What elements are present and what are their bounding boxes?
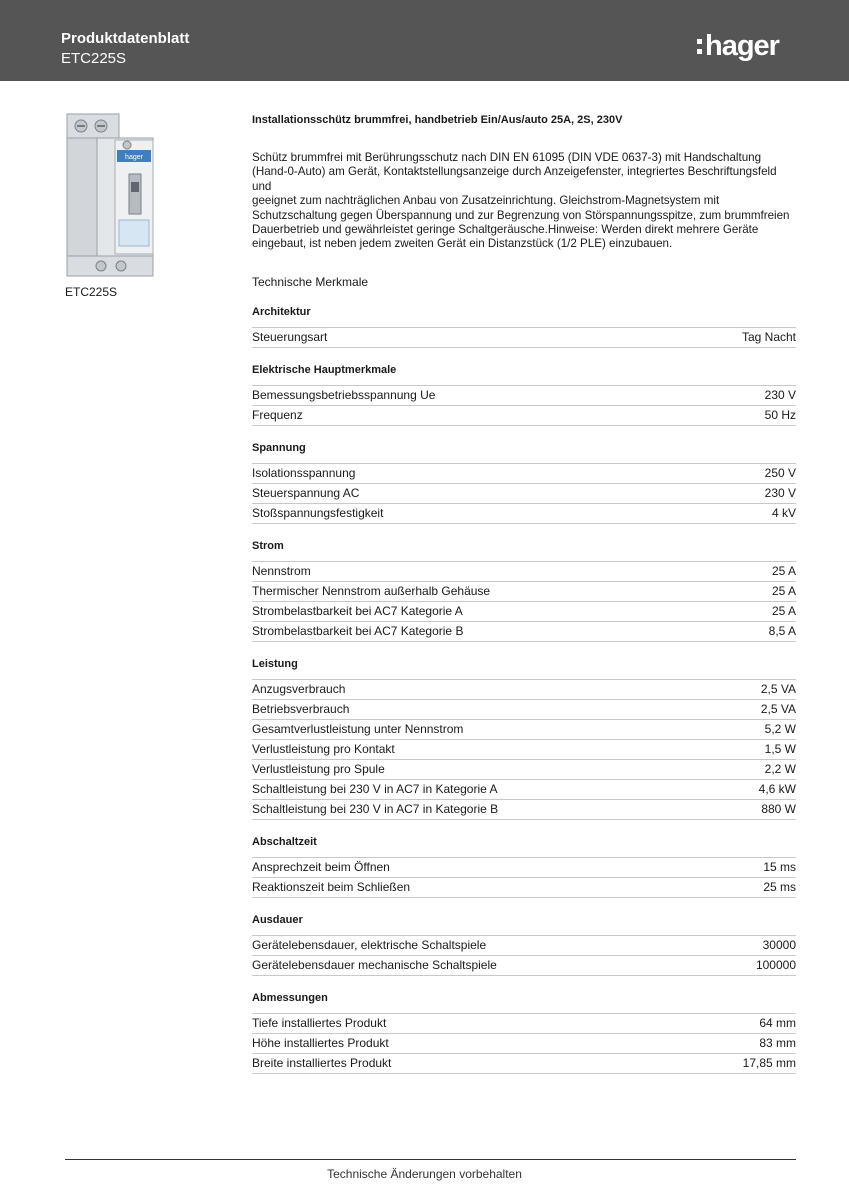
spec-rows bbox=[252, 327, 796, 348]
spec-row bbox=[252, 1054, 796, 1074]
section-title: Abmessungen bbox=[252, 991, 328, 1004]
spec-label: Ansprechzeit beim Öffnen bbox=[252, 859, 390, 874]
spec-value: 4,6 kW bbox=[758, 781, 796, 796]
spec-section bbox=[252, 441, 796, 524]
spec-label: Isolationsspannung bbox=[252, 465, 356, 480]
spec-row bbox=[252, 386, 796, 406]
section-title: Architektur bbox=[252, 305, 311, 318]
spec-label: Betriebsverbrauch bbox=[252, 701, 350, 716]
spec-section bbox=[252, 539, 796, 642]
spec-row bbox=[252, 484, 796, 504]
spec-value: 2,2 W bbox=[764, 761, 796, 776]
spec-value: 30000 bbox=[762, 937, 796, 952]
spec-row bbox=[252, 504, 796, 524]
spec-row bbox=[252, 328, 796, 348]
page-title: Produktdatenblatt bbox=[61, 30, 190, 47]
footer-divider bbox=[65, 1159, 796, 1160]
spec-value: 83 mm bbox=[759, 1035, 796, 1050]
spec-value: 25 A bbox=[771, 583, 796, 598]
section-title: Spannung bbox=[252, 441, 306, 454]
device-label: hager bbox=[125, 154, 143, 161]
product-code: ETC225S bbox=[61, 50, 127, 67]
spec-label: Breite installiertes Produkt bbox=[252, 1055, 392, 1070]
spec-section bbox=[252, 991, 796, 1074]
spec-label: Höhe installiertes Produkt bbox=[252, 1035, 389, 1050]
section-title: Elektrische Hauptmerkmale bbox=[252, 363, 397, 376]
spec-section bbox=[252, 835, 796, 898]
spec-label: Gerätelebensdauer mechanische Schaltspiele bbox=[252, 957, 497, 972]
spec-row bbox=[252, 740, 796, 760]
spec-rows bbox=[252, 463, 796, 524]
spec-value: 4 kV bbox=[771, 505, 796, 520]
spec-label: Frequenz bbox=[252, 407, 303, 422]
spec-row bbox=[252, 878, 796, 898]
spec-label: Schaltleistung bei 230 V in AC7 in Kategorie A bbox=[252, 781, 498, 796]
spec-label: Steuerspannung AC bbox=[252, 485, 360, 500]
spec-label: Schaltleistung bei 230 V in AC7 in Kategorie B bbox=[252, 801, 499, 816]
spec-value: 5,2 W bbox=[764, 721, 796, 736]
spec-row bbox=[252, 780, 796, 800]
spec-label: Gesamtverlustleistung unter Nennstrom bbox=[252, 721, 464, 736]
spec-rows bbox=[252, 857, 796, 898]
spec-label: Reaktionszeit beim Schließen bbox=[252, 879, 411, 894]
spec-row bbox=[252, 464, 796, 484]
spec-row bbox=[252, 760, 796, 780]
spec-value: 1,5 W bbox=[764, 741, 796, 756]
spec-label: Strombelastbarkeit bei AC7 Kategorie B bbox=[252, 623, 464, 638]
spec-value: 25 ms bbox=[763, 879, 796, 894]
spec-label: Thermischer Nennstrom außerhalb Gehäuse bbox=[252, 583, 491, 598]
spec-value: 880 W bbox=[761, 801, 796, 816]
spec-value: 230 V bbox=[764, 485, 796, 500]
product-image bbox=[63, 110, 159, 280]
spec-label: Steuerungsart bbox=[252, 329, 328, 344]
logo-dots-icon bbox=[697, 39, 702, 54]
spec-value: 2,5 VA bbox=[760, 681, 796, 696]
spec-sections bbox=[252, 305, 796, 1074]
section-title: Leistung bbox=[252, 657, 298, 670]
spec-value: 17,85 mm bbox=[742, 1055, 796, 1070]
spec-row bbox=[252, 680, 796, 700]
spec-rows bbox=[252, 679, 796, 820]
spec-section bbox=[252, 913, 796, 976]
section-title: Ausdauer bbox=[252, 913, 303, 926]
spec-label: Strombelastbarkeit bei AC7 Kategorie A bbox=[252, 603, 463, 618]
spec-row bbox=[252, 800, 796, 820]
spec-section bbox=[252, 305, 796, 348]
spec-label: Verlustleistung pro Spule bbox=[252, 761, 385, 776]
section-title: Strom bbox=[252, 539, 284, 552]
spec-row bbox=[252, 858, 796, 878]
spec-value: 230 V bbox=[764, 387, 796, 402]
spec-value: 8,5 A bbox=[768, 623, 796, 638]
section-title: Abschaltzeit bbox=[252, 835, 317, 848]
spec-value: 100000 bbox=[755, 957, 796, 972]
spec-value: 50 Hz bbox=[764, 407, 796, 422]
spec-value: 2,5 VA bbox=[760, 701, 796, 716]
logo-text: hager bbox=[705, 30, 779, 62]
spec-rows bbox=[252, 935, 796, 976]
spec-row bbox=[252, 1034, 796, 1054]
spec-label: Verlustleistung pro Kontakt bbox=[252, 741, 395, 756]
spec-row bbox=[252, 602, 796, 622]
spec-row bbox=[252, 956, 796, 976]
spec-value: 15 ms bbox=[763, 859, 796, 874]
spec-section bbox=[252, 363, 796, 426]
spec-label: Bemessungsbetriebsspannung Ue bbox=[252, 387, 436, 402]
product-title: Installationsschütz brummfrei, handbetrieb Ein/Aus/auto 25A, 2S, 230V bbox=[252, 114, 623, 126]
product-description: Schütz brummfrei mit Berührungsschutz nach DIN EN 61095 (DIN VDE 0637-3) mit Handschaltung (Hand-0-Auto) am Gerät, Kontaktstellungsanzeige durch Anzeigefenster, integriertes Beschriftungsfeld und geeignet zum nachträglichen Anbau von Zusatzeinrichtung. Gleichstrom-Magnetsystem mit Schutzschaltung gegen Überspannung und zur Begrenzung von Störspannungsspitze, zum brummfreien Dauerbetrieb und gewährleistet geringe Schaltgeräusche.Hinweise: Werden direkt mehrere Geräte eingebaut, ist neben jedem zweiten Gerät ein Distanzstück (1/2 PLE) einzubauen. bbox=[252, 151, 790, 251]
spec-value: 250 V bbox=[764, 465, 796, 480]
spec-row bbox=[252, 936, 796, 956]
spec-label: Gerätelebensdauer, elektrische Schaltspiele bbox=[252, 937, 487, 952]
spec-row bbox=[252, 1014, 796, 1034]
product-caption: ETC225S bbox=[65, 285, 118, 299]
spec-row bbox=[252, 406, 796, 426]
spec-rows bbox=[252, 561, 796, 642]
spec-value: 25 A bbox=[771, 563, 796, 578]
spec-row bbox=[252, 700, 796, 720]
tech-heading: Technische Merkmale bbox=[252, 274, 369, 289]
spec-row bbox=[252, 562, 796, 582]
footer-note: Technische Änderungen vorbehalten bbox=[327, 1167, 522, 1181]
spec-row bbox=[252, 622, 796, 642]
spec-value: 64 mm bbox=[759, 1015, 796, 1030]
spec-label: Tiefe installiertes Produkt bbox=[252, 1015, 387, 1030]
spec-row bbox=[252, 582, 796, 602]
spec-value: Tag Nacht bbox=[741, 329, 796, 344]
spec-label: Stoßspannungsfestigkeit bbox=[252, 505, 384, 520]
page-header bbox=[0, 0, 849, 81]
spec-label: Anzugsverbrauch bbox=[252, 681, 346, 696]
hager-logo bbox=[697, 32, 779, 68]
spec-rows bbox=[252, 385, 796, 426]
spec-rows bbox=[252, 1013, 796, 1074]
spec-row bbox=[252, 720, 796, 740]
spec-label: Nennstrom bbox=[252, 563, 311, 578]
spec-section bbox=[252, 657, 796, 820]
spec-value: 25 A bbox=[771, 603, 796, 618]
main-content bbox=[252, 113, 796, 1074]
